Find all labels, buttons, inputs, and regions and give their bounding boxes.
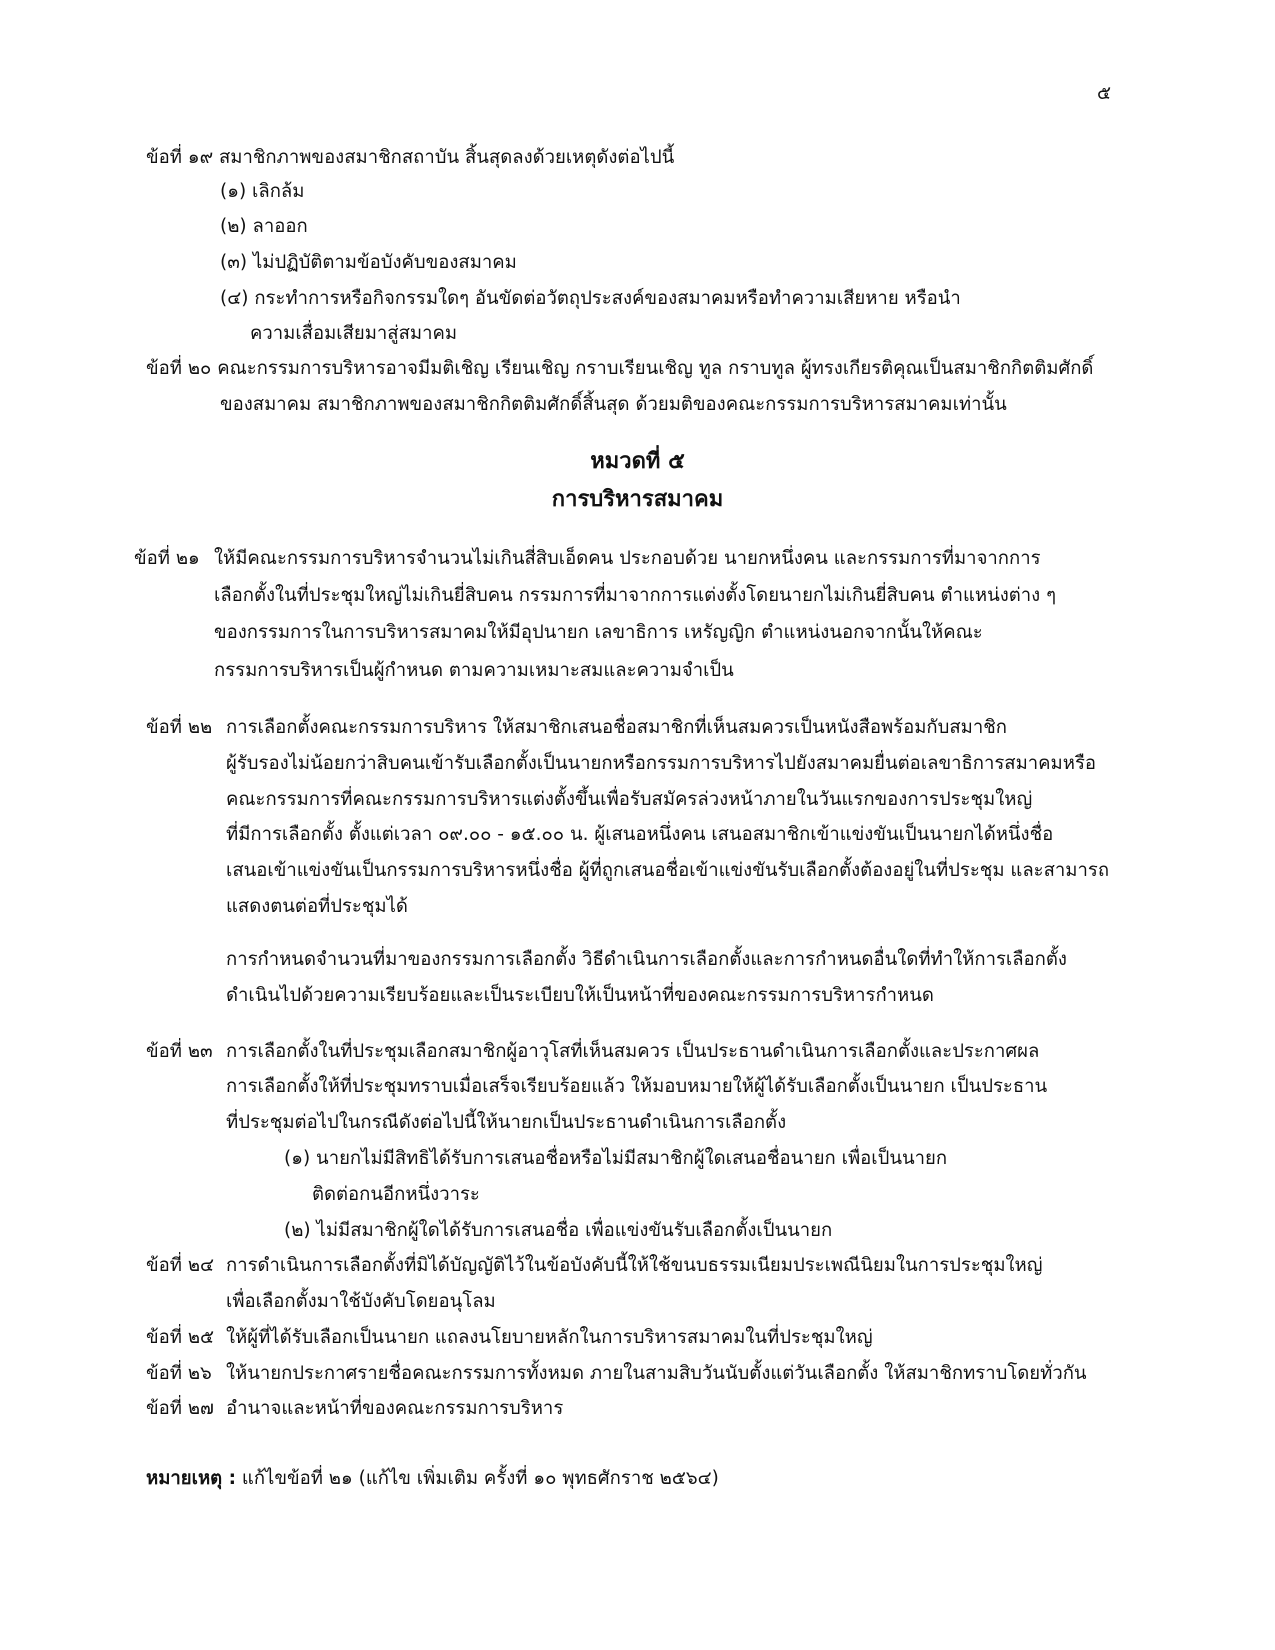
chapter-title: การบริหารสมาคม [551, 487, 724, 512]
footnote-label: หมายเหตุ : [146, 1468, 236, 1489]
article-23-item-1b: ติดต่อกนอีกหนึ่งวาระ [312, 1184, 480, 1205]
article-22-line-5: เสนอเข้าแข่งขันเป็นกรรมการบริหารหนึ่งชื่อ ผู้ที่ถูกเสนอชื่อเข้าแข่งขันรับเลือกตั้งต้องอยู่ในที่ประชุม และสามารถ [226, 860, 1110, 881]
article-22-line-3: คณะกรรมการที่คณะกรรมการบริหารแต่งตั้งขึ้นเพื่อรับสมัครล่วงหน้าภายในวันแรกของการประชุมใหญ่ [226, 789, 1033, 810]
article-23-line-1: การเลือกตั้งในที่ประชุมเลือกสมาชิกผู้อาวุโสที่เห็นสมควร เป็นประธานดำเนินการเลือกตั้งและประกาศผล [226, 1041, 1040, 1062]
article-22-para2-line-2: ดำเนินไปด้วยความเรียบร้อยและเป็นระเบียบให้เป็นหน้าที่ของคณะกรรมการบริหารกำหนด [226, 985, 934, 1006]
article-22-line-2: ผู้รับรองไม่น้อยกว่าสิบคนเข้ารับเลือกตั้งเป็นนายกหรือกรรมการบริหารไปยังสมาคมยื่นต่อเลขาธิการสมาคมหรือ [226, 753, 1096, 774]
article-23-line-2: การเลือกตั้งให้ที่ประชุมทราบเมื่อเสร็จเรียบร้อยแล้ว ให้มอบหมายให้ผู้ได้รับเลือกตั้งเป็นนายก เป็นประธาน [226, 1076, 1048, 1097]
article-25-line-1: ให้ผู้ที่ได้รับเลือกเป็นนายก แถลงนโยบายหลักในการบริหารสมาคมในที่ประชุมใหญ่ [226, 1327, 873, 1348]
article-23-item-1a: (๑) นายกไม่มีสิทธิได้รับการเสนอชื่อหรือไม่มีสมาชิกผู้ใดเสนอชื่อนายก เพื่อเป็นนายก [284, 1148, 948, 1169]
article-19-item-4b: ความเสื่อมเสียมาสู่สมาคม [250, 323, 458, 344]
page-number: ๕ [1097, 83, 1112, 104]
article-23-item-2: (๒) ไม่มีสมาชิกผู้ใดได้รับการเสนอชื่อ เพื่อแข่งขันรับเลือกตั้งเป็นนายก [284, 1220, 833, 1241]
article-21-line-4: กรรมการบริหารเป็นผู้กำหนด ตามความเหมาะสมและความจำเป็น [214, 660, 734, 681]
article-22-line-4: ที่มีการเลือกตั้ง ตั้งแต่เวลา ๐๙.๐๐ - ๑๕.๐๐ น. ผู้เสนอหนึ่งคน เสนอสมาชิกเข้าแข่งขันเป็นนายกได้หนึ่งชื่อ [226, 824, 1054, 845]
footnote-text: แก้ไขข้อที่ ๒๑ (แก้ไข เพิ่มเติม ครั้งที่ ๑๐ พุทธศักราช ๒๕๖๔) [241, 1468, 719, 1489]
article-23-line-3: ที่ประชุมต่อไปในกรณีดังต่อไปนี้ให้นายกเป็นประธานดำเนินการเลือกตั้ง [226, 1112, 787, 1133]
article-24-label: ข้อที่ ๒๔ [146, 1255, 215, 1276]
article-21-line-2: เลือกตั้งในที่ประชุมใหญ่ไม่เกินยี่สิบคน กรรมการที่มาจากการแต่งตั้งโดยนายกไม่เกินยี่สิบคน ตำแหน่งต่าง ๆ [214, 585, 1057, 606]
article-19-item-2: (๒) ลาออก [220, 216, 308, 237]
article-24-line-1: การดำเนินการเลือกตั้งที่มิได้บัญญัติไว้ในข้อบังคับนี้ให้ใช้ขนบธรรมเนียมประเพณีนิยมในการประชุมใหญ่ [226, 1255, 1043, 1276]
article-19-line-1: ข้อที่ ๑๙ สมาชิกภาพของสมาชิกสถาบัน สิ้นสุดลงด้วยเหตุดังต่อไปนี้ [146, 147, 675, 168]
article-23-label: ข้อที่ ๒๓ [146, 1041, 213, 1062]
article-19-item-3: (๓) ไม่ปฏิบัติตามข้อบังคับของสมาคม [220, 252, 517, 273]
article-19-item-1: (๑) เลิกล้ม [220, 181, 305, 202]
footnote [146, 1467, 719, 1491]
article-24-line-2: เพื่อเลือกตั้งมาใช้บังคับโดยอนุโลม [226, 1291, 496, 1312]
article-21-label: ข้อที่ ๒๑ [134, 548, 200, 569]
article-26-label: ข้อที่ ๒๖ [146, 1363, 212, 1384]
article-22-line-6: แสดงตนต่อที่ประชุมได้ [226, 896, 408, 917]
article-20-line-2: ของสมาคม สมาชิกภาพของสมาชิกกิตติมศักดิ์สิ้นสุด ด้วยมติของคณะกรรมการบริหารสมาคมเท่านั้น [220, 394, 1007, 415]
article-27-line-1: อำนาจและหน้าที่ของคณะกรรมการบริหาร [226, 1398, 564, 1419]
article-25-label: ข้อที่ ๒๕ [146, 1327, 215, 1348]
article-20-line-1: ข้อที่ ๒๐ คณะกรรมการบริหารอาจมีมติเชิญ เรียนเชิญ กราบเรียนเชิญ ทูล กราบทูล ผู้ทรงเกียรติคุณเป็นสมาชิกกิตติมศักดิ์ [146, 358, 1094, 379]
article-22-para2-line-1: การกำหนดจำนวนที่มาของกรรมการเลือกตั้ง วิธีดำเนินการเลือกตั้งและการกำหนดอื่นใดที่ทำให้การเลือกตั้ง [226, 949, 1067, 970]
article-22-line-1: การเลือกตั้งคณะกรรมการบริหาร ให้สมาชิกเสนอชื่อสมาชิกที่เห็นสมควรเป็นหนังสือพร้อมกับสมาชิก [226, 717, 1007, 738]
article-21-line-3: ของกรรมการในการบริหารสมาคมให้มีอุปนายก เลขาธิการ เหรัญญิก ตำแหน่งนอกจากนั้นให้คณะ [214, 622, 983, 643]
article-19-item-4a: (๔) กระทำการหรือกิจกรรมใดๆ อันขัดต่อวัตถุประสงค์ของสมาคมหรือทำความเสียหาย หรือนำ [220, 288, 961, 309]
article-27-label: ข้อที่ ๒๗ [146, 1398, 214, 1419]
article-26-line-1: ให้นายกประกาศรายชื่อคณะกรรมการทั้งหมด ภายในสามสิบวันนับตั้งแต่วันเลือกตั้ง ให้สมาชิกทราบโดยทั่วกัน [226, 1363, 1087, 1384]
article-22-label: ข้อที่ ๒๒ [146, 717, 213, 738]
chapter-number: หมวดที่ ๕ [590, 449, 685, 474]
article-21-line-1: ให้มีคณะกรรมการบริหารจำนวนไม่เกินสี่สิบเอ็ดคน ประกอบด้วย นายกหนึ่งคน และกรรมการที่มาจากการ [214, 548, 1041, 569]
